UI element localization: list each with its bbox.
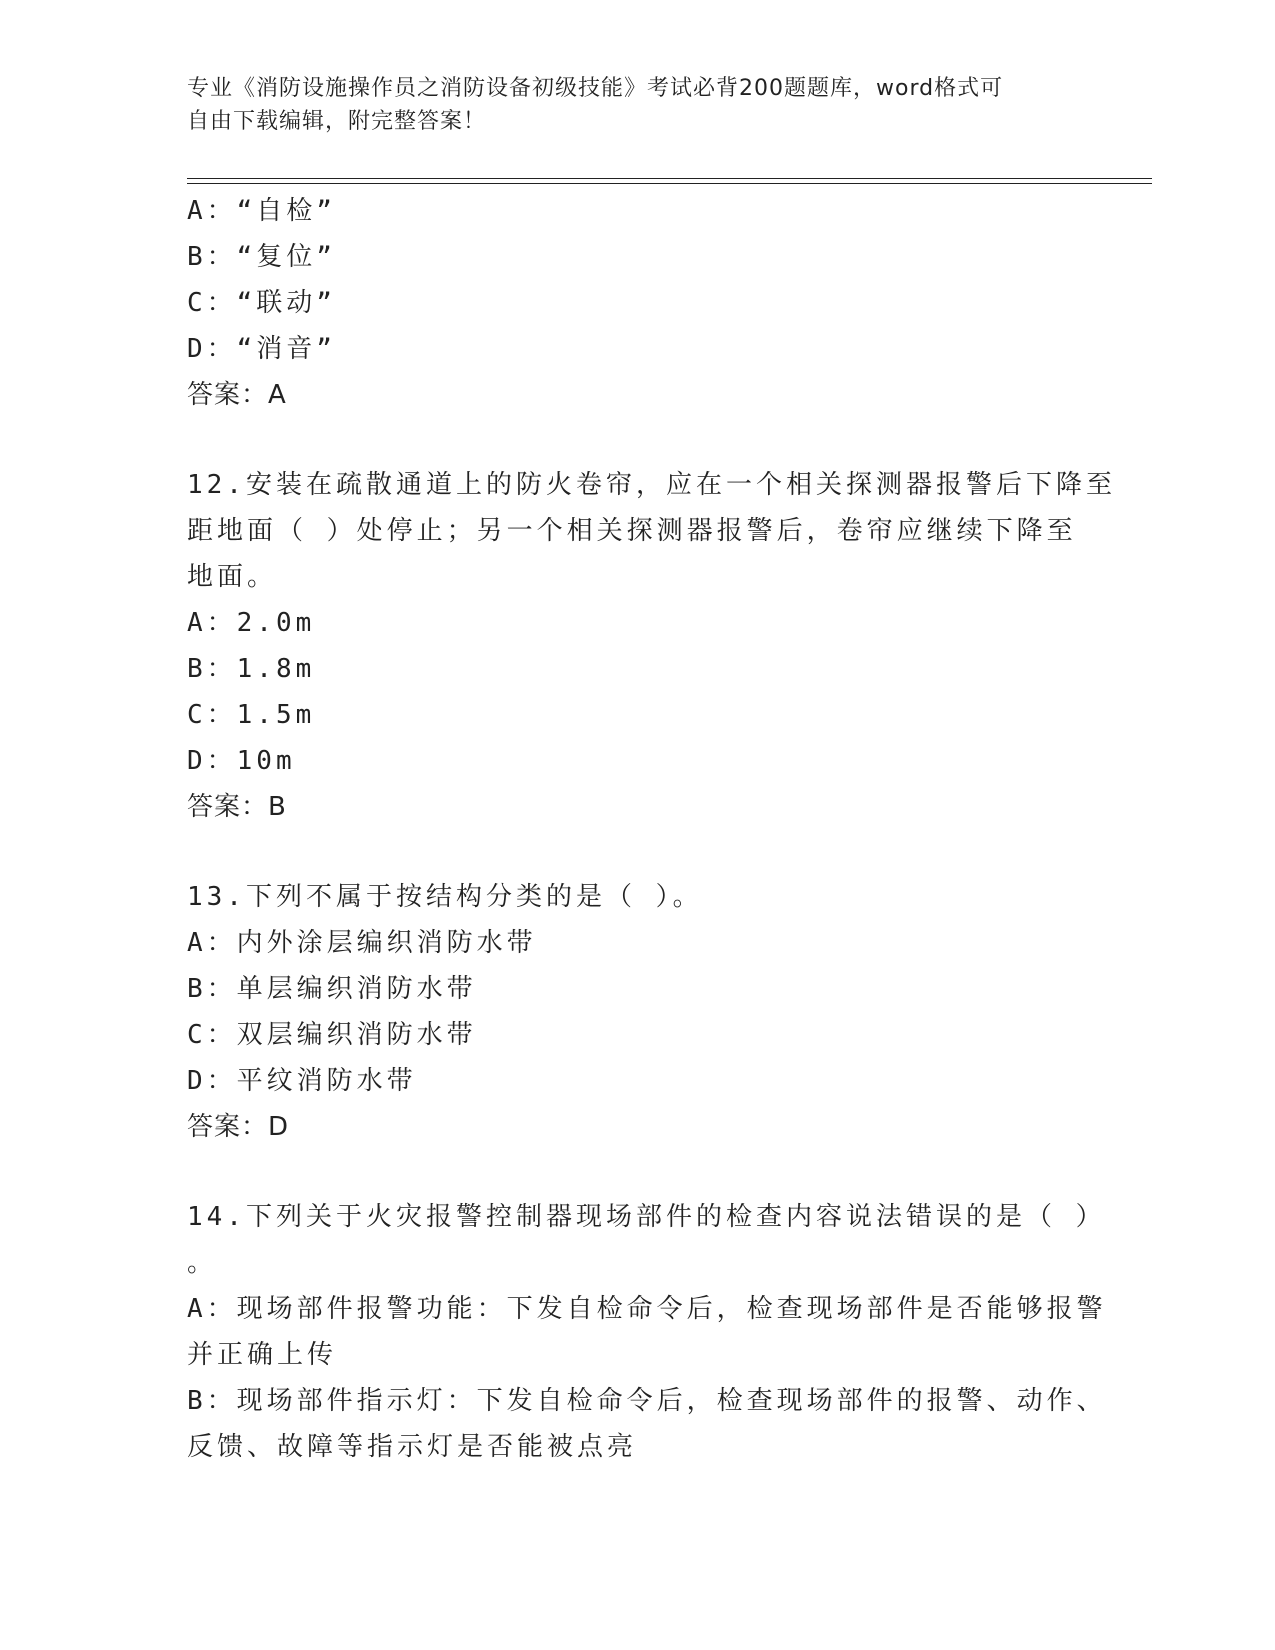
question-13 (187, 874, 1067, 1150)
option-c: C：双层编织消防水带 (187, 1020, 477, 1050)
option-b: B：现场部件指示灯：下发自检命令后，检查现场部件的报警、动作、 (187, 1386, 1107, 1416)
document-header (187, 72, 1067, 138)
option-a: A：2.0m (187, 608, 316, 638)
question-12 (187, 462, 1116, 830)
question-14 (187, 1194, 1107, 1470)
answer: 答案：D (187, 1112, 290, 1142)
header-divider-bottom (187, 183, 1152, 184)
option-b: B：单层编织消防水带 (187, 974, 477, 1004)
option-d: D：“消音” (187, 334, 336, 364)
option-b: B：“复位” (187, 242, 336, 272)
question-stem: 12.安装在疏散通道上的防火卷帘，应在一个相关探测器报警后下降至 (187, 470, 1116, 500)
question-stem: 13.下列不属于按结构分类的是（ ）。 (187, 882, 703, 912)
option-a: A：现场部件报警功能：下发自检命令后，检查现场部件是否能够报警 (187, 1294, 1107, 1324)
option-a-continued: 并正确上传 (187, 1340, 338, 1370)
option-a: A：内外涂层编织消防水带 (187, 928, 537, 958)
option-b-continued: 反馈、故障等指示灯是否能被点亮 (187, 1432, 638, 1462)
question-stem: 。 (187, 1248, 218, 1278)
answer: 答案：A (187, 380, 287, 410)
option-a: A：“自检” (187, 196, 336, 226)
option-d: D：平纹消防水带 (187, 1066, 417, 1096)
option-d: D：10m (187, 746, 296, 776)
option-c: C：1.5m (187, 700, 316, 730)
question-stem: 地面。 (187, 562, 278, 592)
header-line-2: 自由下载编辑，附完整答案！ (187, 109, 487, 134)
header-line-1: 专业《消防设施操作员之消防设备初级技能》考试必背200题题库，word格式可 (187, 76, 1004, 101)
question-stem: 14.下列关于火灾报警控制器现场部件的检查内容说法错误的是（ ） (187, 1202, 1106, 1232)
question-list (187, 188, 1116, 1470)
option-b: B：1.8m (187, 654, 316, 684)
header-divider-top (187, 178, 1152, 179)
question-stem: 距地面（ ）处停止；另一个相关探测器报警后，卷帘应继续下降至 (187, 516, 1077, 546)
option-c: C：“联动” (187, 288, 336, 318)
question-11 (187, 188, 1067, 418)
answer: 答案：B (187, 792, 287, 822)
